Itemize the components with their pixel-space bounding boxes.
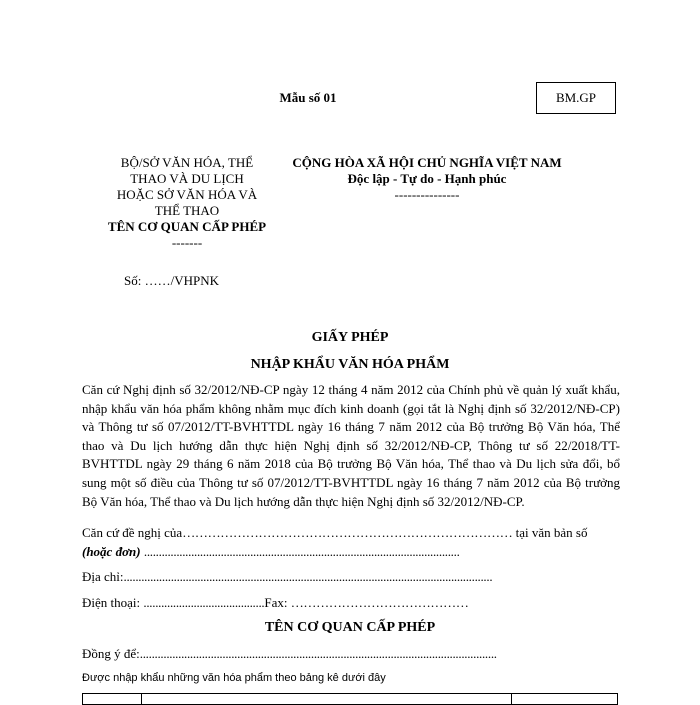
proposal-label: Căn cứ đề nghị của bbox=[82, 525, 183, 540]
form-code: BM.GP bbox=[555, 90, 597, 105]
document-number: Số: ……/VHPNK bbox=[124, 273, 219, 288]
agree-blank[interactable]: ......................................................................................................................... bbox=[139, 646, 497, 661]
document-subtitle: NHẬP KHẨU VĂN HÓA PHẨM bbox=[250, 357, 450, 372]
document-title: GIẤY PHÉP bbox=[311, 330, 389, 345]
authority-separator: ------- bbox=[171, 235, 203, 250]
table-column-divider bbox=[511, 694, 512, 704]
address-line bbox=[82, 569, 492, 585]
issuing-authority-block bbox=[82, 155, 292, 251]
or-form-label: (hoặc đơn) bbox=[82, 544, 141, 559]
form-number: Mẫu số 01 bbox=[279, 90, 337, 105]
authority-line: THỂ THAO bbox=[154, 203, 220, 218]
authority-line: BỘ/SỞ VĂN HÓA, THỂ bbox=[120, 155, 254, 170]
authority-line: THAO VÀ DU LỊCH bbox=[130, 171, 244, 186]
agree-line bbox=[82, 646, 497, 662]
country-title: CỘNG HÒA XÃ HỘI CHỦ NGHĨA VIỆT NAM bbox=[292, 155, 562, 170]
proposal-blank[interactable]: …………………………………………………………………… bbox=[182, 525, 513, 540]
phone-fax-line bbox=[82, 595, 469, 611]
authority-name: TÊN CƠ QUAN CẤP PHÉP bbox=[107, 219, 267, 234]
import-list-note: Được nhập khẩu những văn hóa phẩm theo bảng kê dưới đây bbox=[82, 672, 386, 684]
form-code-box bbox=[536, 82, 616, 114]
address-blank[interactable]: ............................................................................................................................. bbox=[123, 569, 493, 584]
address-label: Địa chỉ: bbox=[82, 569, 124, 584]
fax-blank[interactable]: …………………………………… bbox=[290, 595, 469, 610]
or-form-blank[interactable]: ........................................................................................................... bbox=[143, 544, 460, 559]
fax-label: Fax: bbox=[264, 595, 288, 610]
authority-name-repeat: TÊN CƠ QUAN CẤP PHÉP bbox=[264, 620, 436, 635]
legal-basis-paragraph: Căn cứ Nghị định số 32/2012/NĐ-CP ngày 12 tháng 4 năm 2012 của Chính phủ về quản lý xuất khẩu, nhập khẩu văn hóa phẩm không nhằm mục đích kinh doanh (gọi tắt là Nghị định số 32/2012/NĐ-CP) và Thông tư số 07/2012/TT-BVHTTDL ngày 16 tháng 7 năm 2012 của Bộ trưởng Bộ Văn hóa, Thể thao và Du lịch hướng dẫn thực hiện Nghị định số 32/2012/NĐ-CP, Thông tư số 22/2018/TT-BVHTTDL ngày 29 tháng 6 năm 2018 của Bộ trưởng Bộ Văn hóa, Thể thao và Du lịch sửa đổi, bổ sung một số điều của Thông tư số 07/2012/TT-BVHTTDL ngày 16 tháng 7 năm 2012 của Bộ trưởng Bộ Văn hóa, Thể thao và Du lịch hướng dẫn thực hiện Nghị định số 32/2012/NĐ-CP. bbox=[82, 382, 620, 509]
phone-label: Điện thoại: bbox=[82, 595, 141, 610]
proposal-line bbox=[82, 525, 587, 541]
national-motto: Độc lập - Tự do - Hạnh phúc bbox=[347, 171, 507, 186]
authority-line: HOẶC SỞ VĂN HÓA VÀ bbox=[116, 187, 258, 202]
or-form-line bbox=[82, 544, 460, 560]
import-items-table bbox=[82, 693, 618, 705]
national-title-block bbox=[262, 155, 592, 203]
proposal-tail: tại văn bản số bbox=[515, 525, 588, 540]
agree-label: Đồng ý để: bbox=[82, 646, 140, 661]
motto-separator: --------------- bbox=[394, 187, 460, 202]
table-column-divider bbox=[141, 694, 142, 704]
phone-blank[interactable]: ......................................... bbox=[143, 595, 265, 610]
